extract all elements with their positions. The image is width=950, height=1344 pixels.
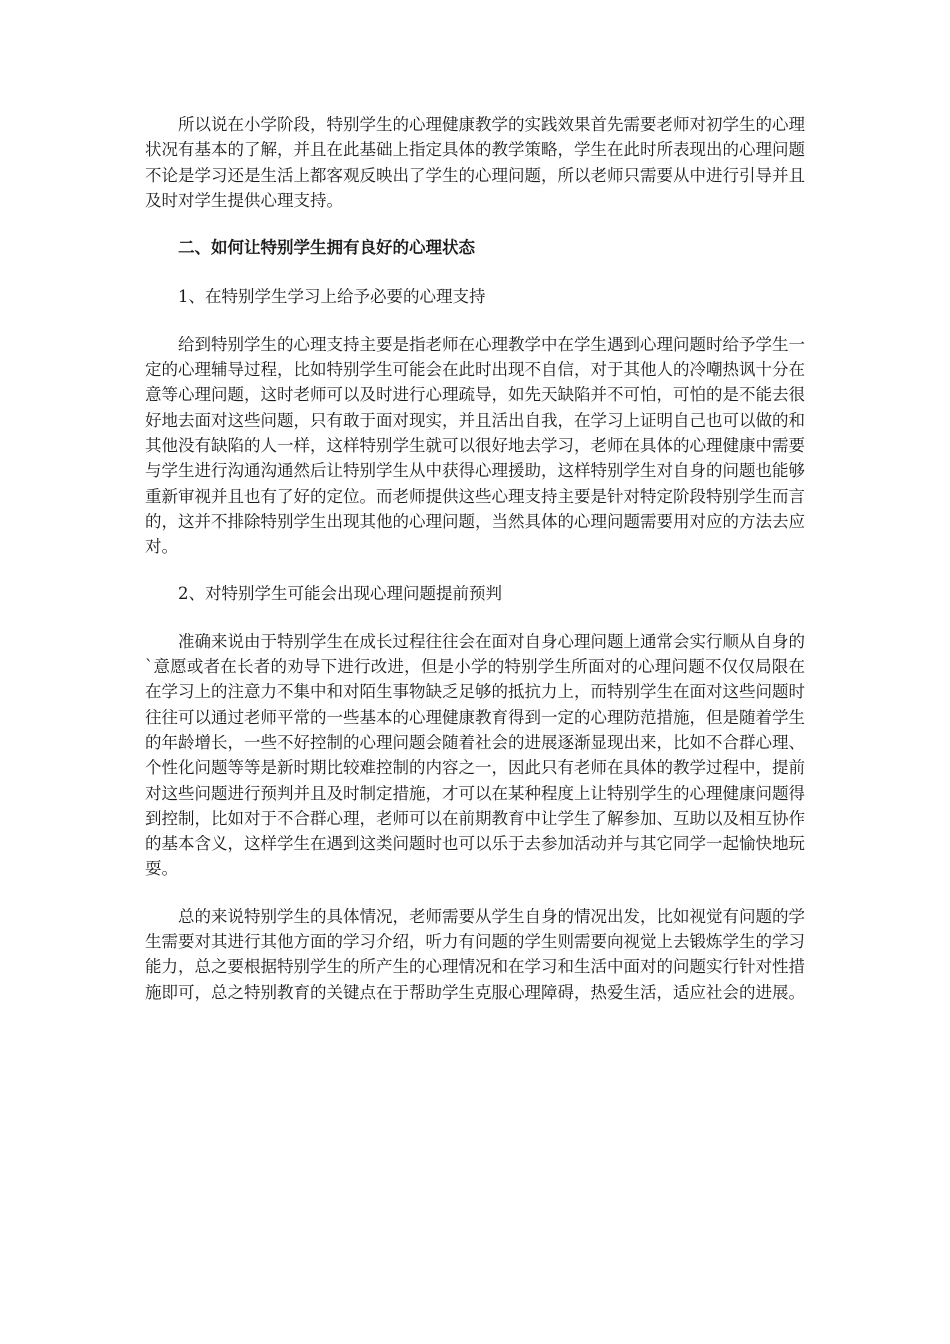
subsection-heading-2: 2、对特别学生可能会出现心理问题提前预判 — [178, 584, 502, 604]
subsection-heading-1: 1、在特别学生学习上给予必要的心理支持 — [178, 287, 486, 307]
paragraph-intro: 所以说在小学阶段，特别学生的心理健康教学的实践效果首先需要老师对初学生的心理状况有基本的了解，并且在此基础上指定具体的教学策略，学生在此时所表现出的心理问题不论是学习还是生活上都客观反映出了学生的心理问题，所以老师只需要从中进行引导并且及时对学生提供心理支持。 — [145, 115, 805, 210]
document-page — [145, 112, 805, 1027]
section-heading: 二、如何让特别学生拥有良好的心理状态 — [178, 238, 475, 258]
paragraph-prediction: 准确来说由于特别学生在成长过程往往会在面对自身心理问题上通常会实行顺从自身的`意愿或者在长者的劝导下进行改进，但是小学的特别学生所面对的心理问题不仅仅局限在在学习上的注意力不集中和对陌生事物缺乏足够的抵抗力上，而特别学生在面对这些问题时往往可以通过老师平常的一些基本的心理健康教育得到一定的心理防范措施，但是随着学生的年龄增长，一些不好控制的心理问题会随着社会的进展逐渐显现出来，比如不合群心理、个性化问题等等是新时期比较难控制的内容之一，因此只有老师在具体的教学过程中，提前对这些问题进行预判并且及时制定措施，才可以在某种程度上让特别学生的心理健康问题得到控制，比如对于不合群心理，老师可以在前期教育中让学生了解参加、互助以及相互协作的基本含义，这样学生在遇到这类问题时也可以乐于去参加活动并与其它同学一起愉快地玩耍。 — [145, 631, 805, 879]
paragraph-conclusion: 总的来说特别学生的具体情况，老师需要从学生自身的情况出发，比如视觉有问题的学生需要对其进行其他方面的学习介绍，听力有问题的学生则需要向视觉上去锻炼学生的学习能力，总之要根据特别学生的所产生的心理情况和在学习和生活中面对的问题实行针对性措施即可，总之特别教育的关键点在于帮助学生克服心理障碍，热爱生活，适应社会的进展。 — [145, 906, 805, 1002]
paragraph-support: 给到特别学生的心理支持主要是指老师在心理教学中在学生遇到心理问题时给予学生一定的心理辅导过程，比如特别学生可能会在此时出现不自信，对于其他人的冷嘲热讽十分在意等心理问题，这时老师可以及时进行心理疏导，如先天缺陷并不可怕，可怕的是不能去很好地去面对这些问题，只有敢于面对现实，并且活出自我，在学习上证明自己也可以做的和其他没有缺陷的人一样，这样特别学生就可以很好地去学习，老师在具体的心理健康中需要与学生进行沟通沟通然后让特别学生从中获得心理援助，这样特别学生对自身的问题也能够重新审视并且也有了好的定位。而老师提供这些心理支持主要是针对特定阶段特别学生而言的，这并不排除特别学生出现其他的心理问题，当然具体的心理问题需要用对应的方法去应对。 — [145, 334, 805, 557]
